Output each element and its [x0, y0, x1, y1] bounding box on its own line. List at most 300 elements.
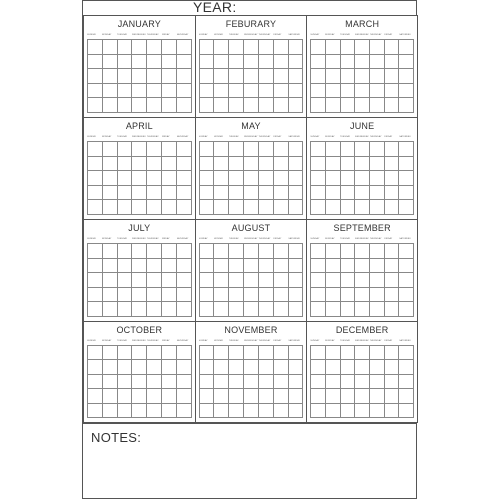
day-name: FRIDAY	[273, 136, 282, 138]
day-cell	[103, 244, 118, 259]
day-cell	[214, 273, 229, 288]
day-cell	[259, 142, 274, 157]
day-name: FRIDAY	[273, 340, 282, 342]
day-name: WEDNESDAY	[131, 238, 146, 240]
day-cell	[177, 142, 192, 157]
day-cell	[341, 375, 356, 389]
day-grid	[87, 243, 192, 317]
day-cell	[274, 302, 289, 317]
day-name: TUESDAY	[339, 34, 351, 36]
day-cell	[147, 84, 162, 99]
day-cell	[177, 346, 192, 360]
day-name: TUESDAY	[339, 238, 351, 240]
day-cell	[103, 288, 118, 303]
day-name: MONDAY	[101, 238, 112, 240]
day-cell	[147, 375, 162, 389]
day-cell	[103, 69, 118, 84]
day-cell	[229, 69, 244, 84]
month-name: AUGUST	[231, 223, 271, 233]
day-cell	[341, 244, 356, 259]
day-name: THURSDAY	[369, 34, 382, 36]
day-cell	[385, 40, 400, 55]
day-cell	[132, 389, 147, 403]
day-cell	[244, 186, 259, 201]
day-cell	[274, 142, 289, 157]
day-cell	[103, 302, 118, 317]
day-cell	[311, 288, 326, 303]
day-grid	[310, 243, 414, 317]
day-cell	[88, 259, 103, 274]
day-cell	[341, 346, 356, 360]
day-cell	[244, 346, 259, 360]
day-cell	[311, 273, 326, 288]
day-cell	[244, 288, 259, 303]
day-cell	[370, 302, 385, 317]
day-cell	[147, 40, 162, 55]
day-grid	[87, 141, 192, 215]
months-grid	[83, 15, 416, 423]
day-grid	[199, 141, 304, 215]
day-name: MONDAY	[213, 340, 224, 342]
day-cell	[289, 389, 304, 403]
day-cell	[399, 259, 414, 274]
day-cell	[177, 69, 192, 84]
day-cell	[229, 40, 244, 55]
day-name: THURSDAY	[369, 238, 382, 240]
day-cell	[370, 98, 385, 113]
day-cell	[162, 55, 177, 70]
day-cell	[259, 157, 274, 172]
day-cell	[370, 84, 385, 99]
day-name: TUESDAY	[339, 136, 351, 138]
day-cell	[214, 389, 229, 403]
day-cell	[177, 302, 192, 317]
day-cell	[200, 142, 215, 157]
day-cell	[88, 389, 103, 403]
month-block	[195, 117, 308, 220]
day-cell	[229, 200, 244, 215]
day-name: TUESDAY	[339, 340, 351, 342]
day-cell	[200, 69, 215, 84]
day-cell	[229, 346, 244, 360]
day-cell	[147, 55, 162, 70]
day-grid	[310, 345, 414, 418]
day-cell	[399, 360, 414, 374]
day-cell	[132, 360, 147, 374]
day-cell	[200, 346, 215, 360]
day-cell	[341, 404, 356, 418]
day-cell	[229, 273, 244, 288]
day-cell	[259, 98, 274, 113]
day-cell	[399, 273, 414, 288]
day-cell	[274, 273, 289, 288]
day-name: THURSDAY	[146, 34, 159, 36]
day-cell	[341, 360, 356, 374]
day-cell	[355, 346, 370, 360]
day-cell	[214, 259, 229, 274]
day-name: WEDNESDAY	[243, 136, 258, 138]
day-cell	[214, 360, 229, 374]
day-cell	[355, 186, 370, 201]
day-cell	[341, 171, 356, 186]
day-cell	[244, 69, 259, 84]
day-cell	[311, 375, 326, 389]
day-cell	[274, 69, 289, 84]
day-cell	[132, 375, 147, 389]
day-cell	[244, 200, 259, 215]
day-cell	[341, 69, 356, 84]
day-cell	[355, 40, 370, 55]
day-name: SATURDAY	[176, 238, 189, 240]
day-cell	[326, 84, 341, 99]
day-cell	[88, 375, 103, 389]
day-cell	[289, 171, 304, 186]
day-cell	[244, 244, 259, 259]
day-cell	[259, 259, 274, 274]
day-cell	[244, 55, 259, 70]
day-cell	[200, 186, 215, 201]
day-cell	[118, 69, 133, 84]
day-cell	[274, 200, 289, 215]
month-name: FEBURARY	[225, 19, 277, 29]
day-cell	[399, 157, 414, 172]
day-cell	[200, 171, 215, 186]
day-name: MONDAY	[325, 340, 335, 342]
day-cell	[132, 288, 147, 303]
month-name: JANUARY	[117, 19, 161, 29]
day-cell	[88, 69, 103, 84]
day-cell	[326, 40, 341, 55]
day-cell	[88, 360, 103, 374]
day-cell	[289, 69, 304, 84]
day-cell	[244, 157, 259, 172]
day-cell	[370, 360, 385, 374]
day-cell	[274, 171, 289, 186]
day-cell	[385, 186, 400, 201]
day-cell	[244, 40, 259, 55]
day-cell	[289, 186, 304, 201]
day-cell	[162, 360, 177, 374]
day-cell	[311, 84, 326, 99]
day-cell	[385, 157, 400, 172]
day-cell	[118, 273, 133, 288]
day-cell	[370, 404, 385, 418]
day-cell	[274, 389, 289, 403]
day-cell	[132, 98, 147, 113]
day-cell	[370, 186, 385, 201]
day-cell	[229, 375, 244, 389]
year-header	[83, 1, 416, 15]
month-block	[83, 321, 196, 423]
day-cell	[259, 171, 274, 186]
day-cell	[147, 346, 162, 360]
day-cell	[326, 389, 341, 403]
day-cell	[88, 171, 103, 186]
day-cell	[244, 259, 259, 274]
day-cell	[399, 186, 414, 201]
year-label: YEAR:	[193, 0, 237, 15]
month-name: OCTOBER	[116, 325, 163, 335]
month-block	[306, 219, 418, 322]
day-cell	[200, 404, 215, 418]
day-cell	[132, 302, 147, 317]
day-name: SUNDAY	[87, 238, 96, 240]
day-cell	[162, 302, 177, 317]
day-name: THURSDAY	[369, 340, 382, 342]
day-cell	[385, 360, 400, 374]
day-cell	[289, 98, 304, 113]
day-cell	[147, 389, 162, 403]
day-cell	[118, 288, 133, 303]
day-name: WEDNESDAY	[354, 136, 369, 138]
month-block	[195, 321, 308, 423]
day-cell	[118, 84, 133, 99]
day-cell	[244, 404, 259, 418]
day-cell	[214, 346, 229, 360]
day-cell	[289, 244, 304, 259]
day-cell	[177, 84, 192, 99]
day-cell	[311, 40, 326, 55]
day-cell	[274, 259, 289, 274]
day-name: SUNDAY	[87, 136, 96, 138]
day-cell	[259, 389, 274, 403]
day-cell	[311, 157, 326, 172]
day-cell	[147, 360, 162, 374]
day-name: SUNDAY	[198, 34, 208, 36]
day-cell	[88, 200, 103, 215]
day-cell	[311, 404, 326, 418]
day-cell	[147, 171, 162, 186]
month-block	[83, 15, 196, 118]
day-cell	[177, 98, 192, 113]
month-name: MARCH	[345, 19, 380, 29]
day-cell	[311, 186, 326, 201]
day-name: WEDNESDAY	[354, 340, 369, 342]
day-cell	[311, 360, 326, 374]
notes-section	[83, 423, 416, 500]
day-cell	[88, 84, 103, 99]
day-grid	[199, 39, 304, 113]
day-cell	[147, 157, 162, 172]
day-cell	[274, 244, 289, 259]
day-cell	[311, 302, 326, 317]
day-cell	[326, 259, 341, 274]
day-cell	[162, 259, 177, 274]
day-cell	[326, 244, 341, 259]
day-cell	[370, 40, 385, 55]
day-cell	[132, 84, 147, 99]
day-cell	[132, 40, 147, 55]
day-cell	[88, 55, 103, 70]
day-cell	[132, 157, 147, 172]
day-cell	[229, 186, 244, 201]
day-cell	[88, 98, 103, 113]
day-cell	[311, 200, 326, 215]
day-cell	[355, 244, 370, 259]
day-cell	[229, 157, 244, 172]
day-name: THURSDAY	[258, 136, 271, 138]
day-cell	[118, 142, 133, 157]
day-cell	[103, 186, 118, 201]
day-cell	[229, 288, 244, 303]
day-name: WEDNESDAY	[354, 34, 369, 36]
day-name: SUNDAY	[87, 340, 96, 342]
day-cell	[355, 69, 370, 84]
day-cell	[88, 40, 103, 55]
day-name: SUNDAY	[87, 34, 96, 36]
day-cell	[147, 273, 162, 288]
day-cell	[200, 259, 215, 274]
day-name: FRIDAY	[161, 340, 170, 342]
day-name: FRIDAY	[384, 136, 393, 138]
day-cell	[132, 171, 147, 186]
day-cell	[162, 69, 177, 84]
day-cell	[177, 186, 192, 201]
day-cell	[326, 273, 341, 288]
day-cell	[259, 288, 274, 303]
day-cell	[214, 55, 229, 70]
day-cell	[355, 157, 370, 172]
day-cell	[177, 375, 192, 389]
day-name: THURSDAY	[146, 238, 159, 240]
day-cell	[162, 244, 177, 259]
day-cell	[326, 98, 341, 113]
day-cell	[326, 288, 341, 303]
day-cell	[229, 389, 244, 403]
day-names-row	[87, 33, 192, 37]
day-name: MONDAY	[213, 238, 224, 240]
day-cell	[355, 98, 370, 113]
day-cell	[355, 389, 370, 403]
day-cell	[274, 157, 289, 172]
day-cell	[214, 84, 229, 99]
day-cell	[274, 40, 289, 55]
day-cell	[399, 244, 414, 259]
day-name: WEDNESDAY	[131, 34, 146, 36]
day-cell	[341, 186, 356, 201]
day-grid	[87, 345, 192, 418]
day-cell	[341, 273, 356, 288]
day-name: SUNDAY	[310, 340, 320, 342]
day-cell	[88, 186, 103, 201]
day-cell	[289, 346, 304, 360]
day-cell	[118, 375, 133, 389]
day-cell	[200, 360, 215, 374]
day-cell	[311, 69, 326, 84]
day-name: FRIDAY	[384, 34, 393, 36]
day-cell	[103, 389, 118, 403]
day-cell	[162, 404, 177, 418]
day-cell	[214, 404, 229, 418]
day-name: THURSDAY	[258, 34, 271, 36]
day-cell	[341, 40, 356, 55]
day-cell	[132, 69, 147, 84]
day-cell	[214, 288, 229, 303]
day-name: TUESDAY	[228, 136, 239, 138]
day-name: SATURDAY	[399, 34, 411, 36]
day-cell	[355, 259, 370, 274]
day-cell	[399, 200, 414, 215]
day-cell	[103, 404, 118, 418]
day-cell	[399, 346, 414, 360]
day-cell	[162, 200, 177, 215]
day-cell	[177, 244, 192, 259]
day-cell	[311, 98, 326, 113]
day-cell	[385, 346, 400, 360]
day-cell	[147, 142, 162, 157]
day-grid	[310, 141, 414, 215]
day-name: SUNDAY	[310, 136, 320, 138]
day-cell	[274, 346, 289, 360]
day-cell	[341, 84, 356, 99]
day-cell	[399, 84, 414, 99]
day-cell	[311, 244, 326, 259]
day-cell	[274, 84, 289, 99]
day-cell	[399, 142, 414, 157]
day-name: MONDAY	[101, 136, 112, 138]
day-name: MONDAY	[101, 340, 112, 342]
day-cell	[289, 259, 304, 274]
day-cell	[162, 288, 177, 303]
day-cell	[103, 259, 118, 274]
day-names-row	[87, 339, 192, 343]
day-cell	[132, 244, 147, 259]
day-cell	[370, 273, 385, 288]
day-cell	[200, 200, 215, 215]
day-cell	[244, 142, 259, 157]
day-cell	[214, 98, 229, 113]
day-name: MONDAY	[325, 238, 335, 240]
day-cell	[326, 157, 341, 172]
day-names-row	[310, 237, 414, 241]
day-cell	[177, 360, 192, 374]
day-cell	[341, 389, 356, 403]
day-cell	[355, 288, 370, 303]
day-grid	[310, 39, 414, 113]
day-cell	[370, 200, 385, 215]
day-name: FRIDAY	[273, 238, 282, 240]
day-cell	[214, 69, 229, 84]
day-cell	[326, 200, 341, 215]
day-cell	[177, 171, 192, 186]
day-cell	[229, 55, 244, 70]
day-name: WEDNESDAY	[354, 238, 369, 240]
day-cell	[177, 404, 192, 418]
day-cell	[399, 69, 414, 84]
day-cell	[147, 302, 162, 317]
day-name: SUNDAY	[310, 34, 320, 36]
day-cell	[147, 186, 162, 201]
day-cell	[229, 360, 244, 374]
day-cell	[370, 288, 385, 303]
day-cell	[326, 171, 341, 186]
day-cell	[244, 375, 259, 389]
day-cell	[200, 288, 215, 303]
day-name: FRIDAY	[161, 34, 170, 36]
day-cell	[355, 84, 370, 99]
day-name: SATURDAY	[288, 34, 300, 36]
day-cell	[103, 157, 118, 172]
day-cell	[214, 142, 229, 157]
day-cell	[311, 259, 326, 274]
day-names-row	[87, 237, 192, 241]
day-cell	[326, 302, 341, 317]
day-cell	[274, 186, 289, 201]
day-cell	[162, 142, 177, 157]
day-cell	[132, 404, 147, 418]
day-name: SATURDAY	[176, 340, 189, 342]
day-cell	[200, 55, 215, 70]
